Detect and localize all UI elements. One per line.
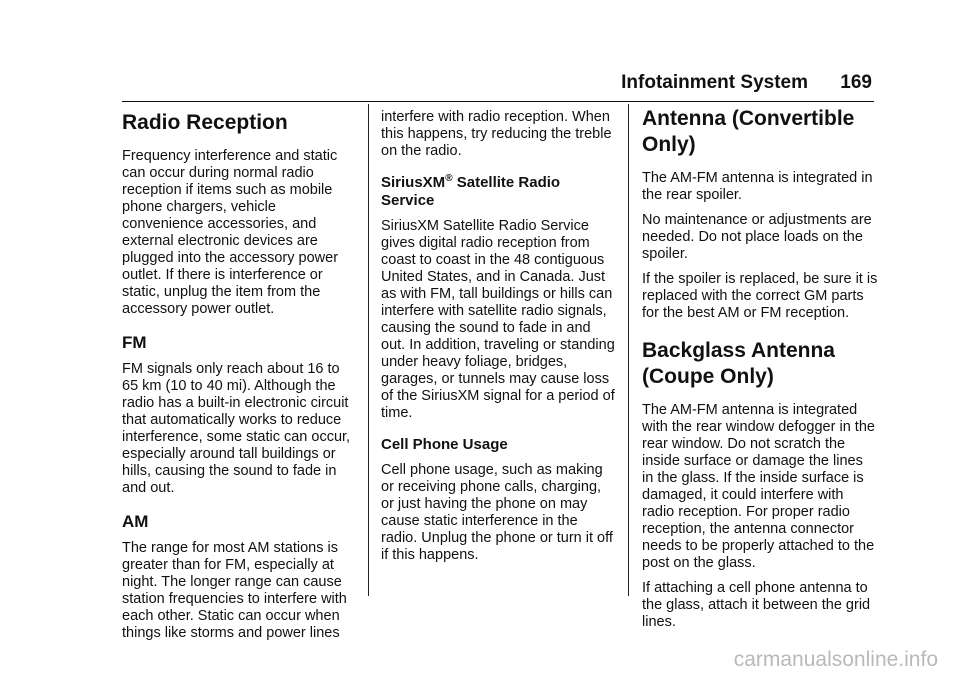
heading-radio-reception: Radio Reception <box>122 111 288 134</box>
column-3 <box>642 104 878 639</box>
heading-cell-phone-usage: Cell Phone Usage <box>381 436 508 453</box>
section-title: Infotainment System <box>621 72 808 93</box>
watermark: carmanualsonline.info <box>733 648 938 671</box>
paragraph-radio-reception: Frequency interference and static can occur during normal radio reception if items such as mobile phone chargers, vehicle convenience accessories, and external electronic devices are plugged into the accessory power outlet. If there is interference or static, unplug the item from the accessory power outlet. <box>122 148 339 317</box>
paragraph-antenna-1: The AM-FM antenna is integrated in the rear spoiler. <box>642 170 873 203</box>
paragraph-antenna-3: If the spoiler is replaced, be sure it is replaced with the correct GM parts for the best AM or FM reception. <box>642 271 878 321</box>
paragraph-fm: FM signals only reach about 16 to 65 km (10 to 40 mi). Although the radio has a built-in electronic circuit that automatically works to reduce interference, some static can occur, especially around tall buildings or hills, causing the sound to fade in and out. <box>122 361 351 496</box>
paragraph-antenna-2: No maintenance or adjustments are needed. Do not place loads on the spoiler. <box>642 212 872 262</box>
page-header <box>122 64 874 104</box>
paragraph-continued: interfere with radio reception. When this happens, try reducing the treble on the radio. <box>381 109 612 159</box>
registered-mark: ® <box>445 173 453 184</box>
heading-fm: FM <box>122 333 147 352</box>
paragraph-cell-phone-usage: Cell phone usage, such as making or receiving phone calls, charging, or just having the phone on may cause static interference in the radio. Unplug the phone or turn it off if this happens. <box>381 462 613 563</box>
header-rule <box>122 101 874 102</box>
paragraph-siriusxm: SiriusXM Satellite Radio Service gives digital radio reception from coast to coast in the 48 contiguous United States, and in Canada. Just as with FM, tall buildings or hills can interfere with satellite radio signals, causing the sound to fade in and out. In addition, traveling or standing under heavy foliage, bridges, garages, or tunnels may cause loss of the SiriusXM signal for a period of time. <box>381 218 615 421</box>
paragraph-backglass-1: The AM-FM antenna is integrated with the rear window defogger in the rear window. Do not scratch the inside surface or damage the lines in the glass. If the inside surface is damaged, it could interfere with radio reception. For proper radio reception, the antenna connector needs to be properly attached to the post on the glass. <box>642 402 875 571</box>
paragraph-backglass-2: If attaching a cell phone antenna to the glass, attach it between the grid lines. <box>642 580 871 630</box>
paragraph-am: The range for most AM stations is greater than for FM, especially at night. The longer range can cause station frequencies to interfere with each other. Static can occur when things like storms and power lines <box>122 540 347 641</box>
page-number: 169 <box>840 72 872 93</box>
heading-siriusxm: SiriusXM® Satellite Radio Service <box>381 173 561 209</box>
heading-backglass-antenna: Backglass Antenna (Coupe Only) <box>642 339 835 388</box>
column-divider <box>628 104 629 596</box>
column-1 <box>122 104 356 650</box>
heading-antenna-convertible: Antenna (Convertible Only) <box>642 107 855 156</box>
heading-am: AM <box>122 512 149 531</box>
column-2 <box>381 104 615 572</box>
column-divider <box>368 104 369 596</box>
